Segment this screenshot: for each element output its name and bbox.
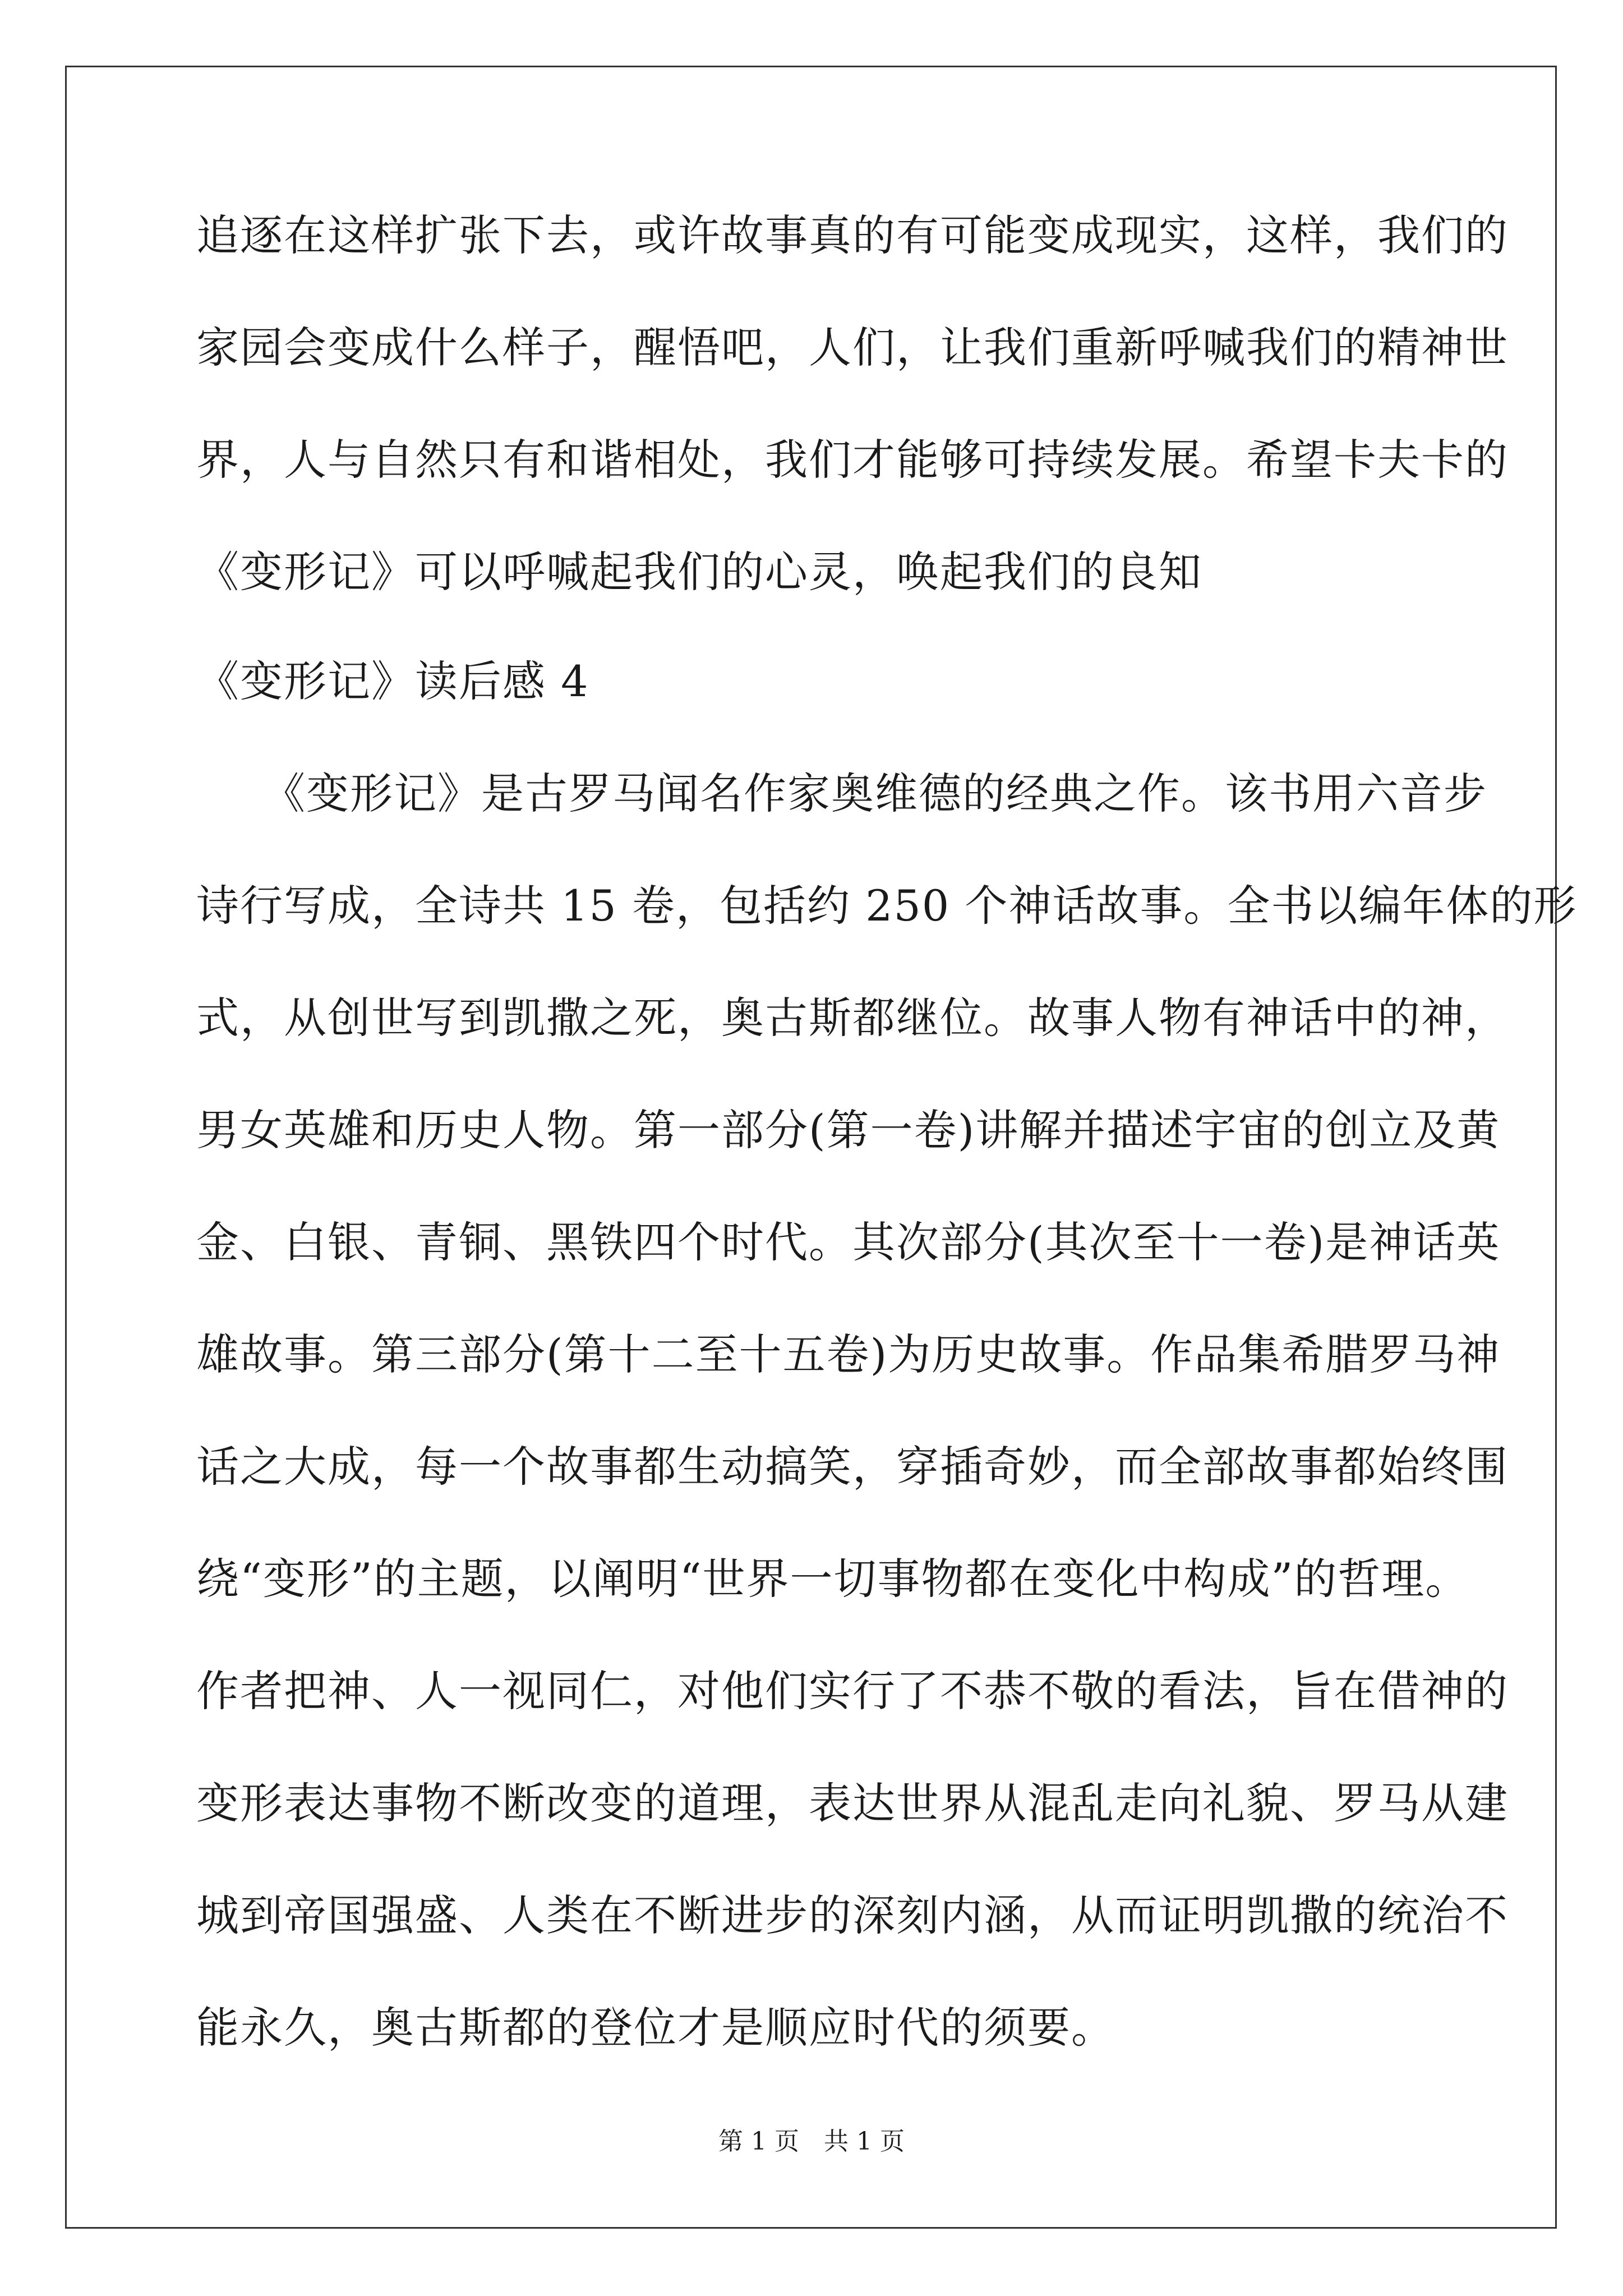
text-line: 雄故事。第三部分(第十二至十五卷)为历史故事。作品集希腊罗马神	[196, 1329, 1501, 1379]
text-line: 《变形记》是古罗马闻名作家奥维德的经典之作。该书用六音步	[196, 769, 1487, 818]
text-line: 男女英雄和历史人物。第一部分(第一卷)讲解并描述宇宙的创立及黄	[196, 1105, 1501, 1155]
text-line: 金、白银、青铜、黑铁四个时代。其次部分(其次至十一卷)是神话英	[196, 1217, 1501, 1267]
text-line: 作者把神、人一视同仁，对他们实行了不恭不敬的看法，旨在借神的	[196, 1666, 1509, 1716]
text-line: 家园会变成什么样子，醒悟吧，人们，让我们重新呼喊我们的精神世	[196, 323, 1509, 372]
text-line: 变形表达事物不断改变的道理，表达世界从混乱走向礼貌、罗马从建	[196, 1778, 1509, 1828]
text-line: 绕“变形”的主题，以阐明“世界一切事物都在变化中构成”的哲理。	[196, 1554, 1469, 1604]
section-heading: 《变形记》读后感 4	[196, 656, 589, 706]
text-line: 追逐在这样扩张下去，或许故事真的有可能变成现实，这样，我们的	[196, 210, 1509, 260]
text-line: 能永久，奥古斯都的登位才是顺应时代的须要。	[196, 2003, 1115, 2053]
text-line: 诗行写成，全诗共 15 卷，包括约 250 个神话故事。全书以编年体的形	[196, 881, 1578, 931]
text-line: 《变形记》可以呼喊起我们的心灵，唤起我们的良知	[196, 547, 1202, 597]
text-line: 城到帝国强盛、人类在不断进步的深刻内涵，从而证明凯撒的统治不	[196, 1890, 1509, 1940]
text-line: 话之大成，每一个故事都生动搞笑，穿插奇妙，而全部故事都始终围	[196, 1442, 1509, 1492]
page-number-footer: 第 1 页 共 1 页	[718, 2127, 905, 2156]
text-line: 界，人与自然只有和谐相处，我们才能够可持续发展。希望卡夫卡的	[196, 435, 1509, 485]
text-line: 式，从创世写到凯撒之死，奥古斯都继位。故事人物有神话中的神，	[196, 993, 1509, 1043]
